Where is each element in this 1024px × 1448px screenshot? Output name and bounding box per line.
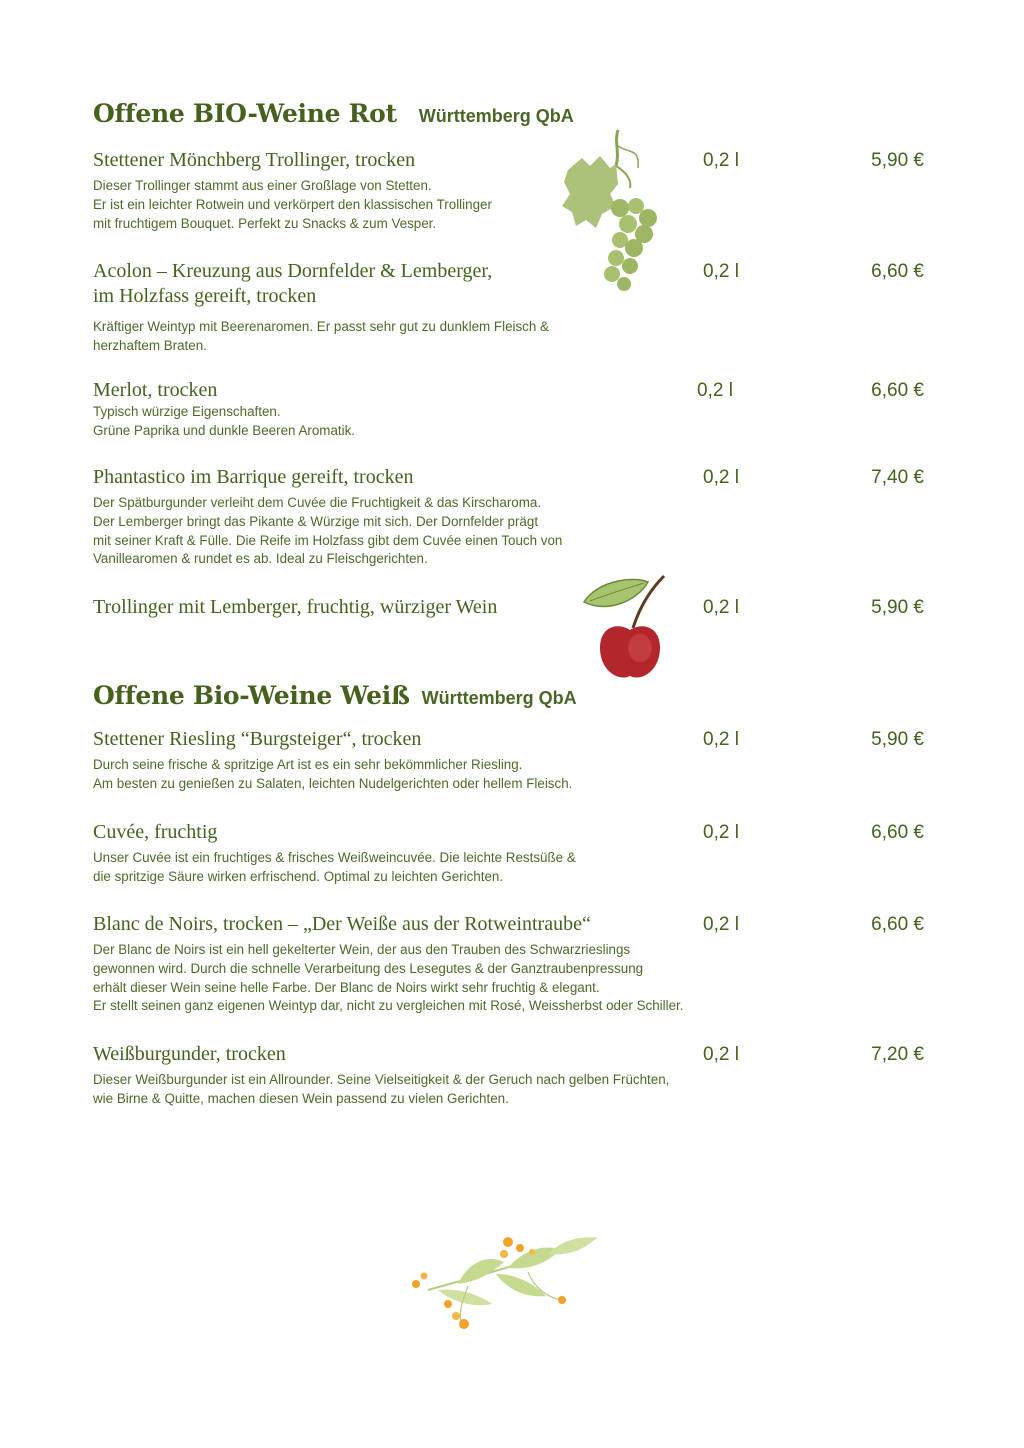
wine-volume: 0,2 l xyxy=(703,467,739,488)
description-line: Der Lemberger bringt das Pikante & Würzige mit sich. Der Dornfelder prägt xyxy=(93,513,539,529)
wine-item xyxy=(93,148,953,233)
wine-name: Weißburgunder, trocken xyxy=(93,1043,286,1065)
description-line: Typisch würzige Eigenschaften. xyxy=(93,404,281,419)
wine-description xyxy=(93,849,953,887)
wine-volume: 0,2 l xyxy=(703,1044,739,1065)
wine-name: Trollinger mit Lemberger, fruchtig, würziger Wein xyxy=(93,596,498,618)
section-region: Württemberg QbA xyxy=(421,688,577,708)
description-line: Der Spätburgunder verleiht dem Cuvée die Fruchtigkeit & das Kirscharoma. xyxy=(93,495,542,510)
wine-item xyxy=(93,259,953,356)
description-line: gewonnen wird. Durch die schnelle Verarbeitung des Lesegutes & der Ganztraubenpressung xyxy=(93,960,644,976)
wine-price: 6,60 € xyxy=(871,822,924,843)
wine-price: 6,60 € xyxy=(871,914,924,935)
wine-price: 6,60 € xyxy=(871,380,924,401)
description-line: Er ist ein leichter Rotwein und verkörpert den klassischen Trollinger xyxy=(93,196,492,212)
section-heading: Offene Bio-Weine Weiß xyxy=(93,681,410,710)
section-region: Württemberg QbA xyxy=(418,106,574,126)
wine-item xyxy=(93,465,953,569)
wine-volume: 0,2 l xyxy=(703,914,739,935)
wine-item xyxy=(93,595,953,620)
description-line: Vanillearomen & rundet es ab. Ideal zu Fleischgerichten. xyxy=(93,551,428,567)
wine-price: 7,20 € xyxy=(871,1044,924,1065)
wine-volume: 0,2 l xyxy=(697,380,733,401)
description-line: Am besten zu genießen zu Salaten, leichten Nudelgerichten oder hellem Fleisch. xyxy=(93,775,573,791)
wine-volume: 0,2 l xyxy=(703,597,739,618)
wine-volume: 0,2 l xyxy=(703,822,739,843)
description-line: die spritzige Säure wirken erfrischend. Optimal zu leichten Gerichten. xyxy=(93,868,504,884)
section-title-red xyxy=(93,92,574,130)
description-line: Er stellt seinen ganz eigenen Weintyp dar, nicht zu vergleichen mit Rosé, Weissherbst oder Schiller. xyxy=(93,998,684,1014)
wine-item xyxy=(93,727,953,794)
wine-name: Blanc de Noirs, trocken – „Der Weiße aus der Rotweintraube“ xyxy=(93,913,591,935)
wine-volume: 0,2 l xyxy=(703,729,739,750)
wine-item xyxy=(93,912,953,1016)
wine-description xyxy=(93,494,953,569)
wine-name-line2: im Holzfass gereift, trocken xyxy=(93,285,317,307)
cherry-icon xyxy=(578,572,670,690)
wine-name: Stettener Riesling “Burgsteiger“, trocken xyxy=(93,728,422,750)
wine-name: Merlot, trocken xyxy=(93,379,218,401)
wine-name: Stettener Mönchberg Trollinger, trocken xyxy=(93,149,416,171)
wine-description xyxy=(93,941,953,1016)
description-line: mit fruchtigem Bouquet. Perfekt zu Snacks & zum Vesper. xyxy=(93,215,437,231)
wine-description xyxy=(93,756,953,794)
description-line: erhält dieser Wein seine helle Farbe. Der Blanc de Noirs wirkt sehr fruchtig & elegant. xyxy=(93,979,600,995)
description-line: Kräftiger Weintyp mit Beerenaromen. Er passt sehr gut zu dunklem Fleisch & xyxy=(93,319,549,334)
wine-price: 5,90 € xyxy=(871,150,924,171)
description-line: Durch seine frische & spritzige Art ist es ein sehr bekömmlicher Riesling. xyxy=(93,757,523,772)
description-line: Der Blanc de Noirs ist ein hell gekelterter Wein, der aus den Trauben des Schwarzrieslings xyxy=(93,942,631,957)
wine-price: 7,40 € xyxy=(871,467,924,488)
description-line: Unser Cuvée ist ein fruchtiges & frisches Weißweincuvée. Die leichte Restsüße & xyxy=(93,850,576,865)
wine-description xyxy=(93,1071,953,1109)
wine-price: 5,90 € xyxy=(871,729,924,750)
grape-vine-icon xyxy=(560,128,666,296)
description-line: Dieser Trollinger stammt aus einer Großlage von Stetten. xyxy=(93,178,432,193)
wine-name: Acolon – Kreuzung aus Dornfelder & Lemberger, xyxy=(93,260,493,282)
wine-price: 6,60 € xyxy=(871,261,924,282)
wine-item xyxy=(93,820,953,887)
berry-branch-icon xyxy=(408,1232,602,1332)
description-line: wie Birne & Quitte, machen diesen Wein passend zu vielen Gerichten. xyxy=(93,1090,509,1106)
wine-volume: 0,2 l xyxy=(703,261,739,282)
wine-name: Cuvée, fruchtig xyxy=(93,821,218,843)
description-line: mit seiner Kraft & Fülle. Die Reife im Holzfass gibt dem Cuvée einen Touch von xyxy=(93,532,563,548)
description-line: herzhaftem Braten. xyxy=(93,337,207,353)
wine-price: 5,90 € xyxy=(871,597,924,618)
description-line: Dieser Weißburgunder ist ein Allrounder. Seine Vielseitigkeit & der Geruch nach gelben Früchten, xyxy=(93,1072,670,1087)
section-title-white xyxy=(93,674,577,712)
wine-description xyxy=(93,177,953,233)
wine-description xyxy=(93,403,953,441)
section-heading: Offene BIO-Weine Rot xyxy=(93,99,397,128)
wine-item xyxy=(93,378,953,441)
description-line: Grüne Paprika und dunkle Beeren Aromatik. xyxy=(93,422,356,438)
wine-item xyxy=(93,1042,953,1109)
wine-volume: 0,2 l xyxy=(703,150,739,171)
wine-description xyxy=(93,318,953,356)
wine-name: Phantastico im Barrique gereift, trocken xyxy=(93,466,414,488)
